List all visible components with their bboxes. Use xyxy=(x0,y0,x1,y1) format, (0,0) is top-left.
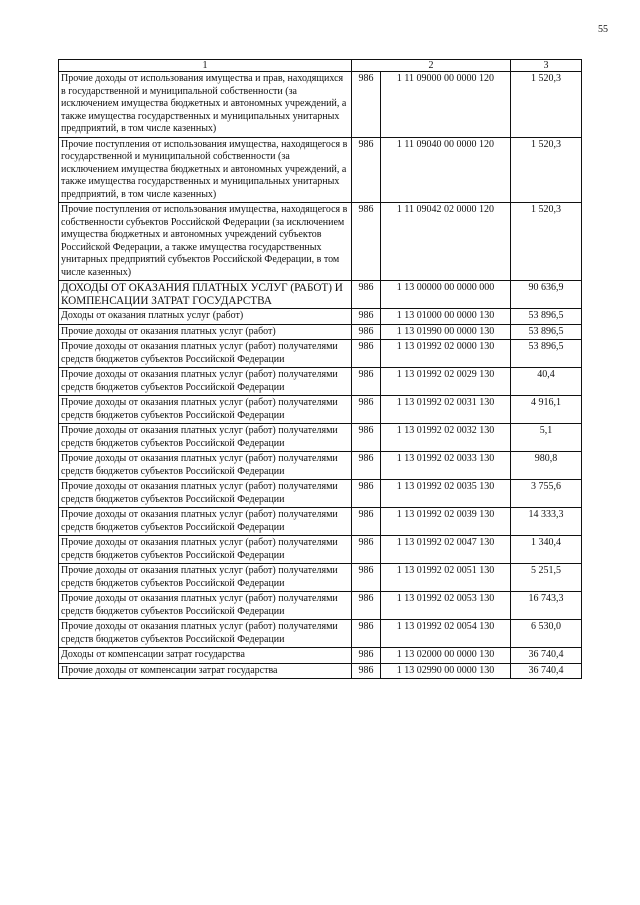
budget-code-cell: 1 13 02000 00 0000 130 xyxy=(381,648,511,664)
amount-cell: 3 755,6 xyxy=(511,480,582,508)
income-name-cell: Прочие доходы от оказания платных услуг (работ) получателями средств бюджетов субъектов Российской Федерации xyxy=(59,564,352,592)
table-row xyxy=(59,536,582,564)
header-row xyxy=(59,60,582,72)
budget-code-cell: 1 13 00000 00 0000 000 xyxy=(381,281,511,309)
income-name-cell: Прочие доходы от оказания платных услуг (работ) получателями средств бюджетов субъектов Российской Федерации xyxy=(59,396,352,424)
income-name-cell: Прочие поступления от использования имущества, находящегося в государственной и муниципальной собственности (за исключением имущества бюджетных и автономных учреждений, а также имущества государственных и муниципальных унитарных предприятий, в том числе казенных) xyxy=(59,137,352,203)
budget-code-cell: 1 13 01990 00 0000 130 xyxy=(381,324,511,340)
amount-cell: 1 340,4 xyxy=(511,536,582,564)
admin-code-cell: 986 xyxy=(352,368,381,396)
amount-cell: 16 743,3 xyxy=(511,592,582,620)
amount-cell: 6 530,0 xyxy=(511,620,582,648)
income-name-cell: Прочие доходы от компенсации затрат государства xyxy=(59,663,352,679)
amount-cell: 4 916,1 xyxy=(511,396,582,424)
table-row xyxy=(59,72,582,138)
amount-cell: 40,4 xyxy=(511,368,582,396)
table-row xyxy=(59,368,582,396)
amount-cell: 36 740,4 xyxy=(511,648,582,664)
amount-cell: 53 896,5 xyxy=(511,309,582,325)
table-header xyxy=(59,60,582,72)
budget-code-cell: 1 11 09000 00 0000 120 xyxy=(381,72,511,138)
admin-code-cell: 986 xyxy=(352,396,381,424)
income-name-cell: Прочие доходы от оказания платных услуг (работ) получателями средств бюджетов субъектов Российской Федерации xyxy=(59,620,352,648)
amount-cell: 5,1 xyxy=(511,424,582,452)
income-name-cell: Прочие доходы от оказания платных услуг (работ) получателями средств бюджетов субъектов Российской Федерации xyxy=(59,592,352,620)
admin-code-cell: 986 xyxy=(352,663,381,679)
admin-code-cell: 986 xyxy=(352,340,381,368)
budget-code-cell: 1 13 01992 02 0000 130 xyxy=(381,340,511,368)
amount-cell: 1 520,3 xyxy=(511,203,582,281)
admin-code-cell: 986 xyxy=(352,564,381,592)
budget-code-cell: 1 13 01992 02 0047 130 xyxy=(381,536,511,564)
amount-cell: 36 740,4 xyxy=(511,663,582,679)
income-name-cell: Прочие доходы от оказания платных услуг (работ) получателями средств бюджетов субъектов Российской Федерации xyxy=(59,340,352,368)
table-row xyxy=(59,592,582,620)
admin-code-cell: 986 xyxy=(352,592,381,620)
admin-code-cell: 986 xyxy=(352,452,381,480)
income-name-cell: Прочие доходы от оказания платных услуг (работ) получателями средств бюджетов субъектов Российской Федерации xyxy=(59,536,352,564)
income-name-cell: ДОХОДЫ ОТ ОКАЗАНИЯ ПЛАТНЫХ УСЛУГ (РАБОТ) И КОМПЕНСАЦИИ ЗАТРАТ ГОСУДАРСТВА xyxy=(59,281,352,309)
table-row xyxy=(59,396,582,424)
amount-cell: 980,8 xyxy=(511,452,582,480)
header-col-3: 3 xyxy=(511,60,582,72)
admin-code-cell: 986 xyxy=(352,309,381,325)
amount-cell: 5 251,5 xyxy=(511,564,582,592)
income-name-cell: Прочие доходы от оказания платных услуг (работ) xyxy=(59,324,352,340)
admin-code-cell: 986 xyxy=(352,508,381,536)
header-col-1: 1 xyxy=(59,60,352,72)
amount-cell: 1 520,3 xyxy=(511,72,582,138)
income-name-cell: Прочие доходы от оказания платных услуг (работ) получателями средств бюджетов субъектов Российской Федерации xyxy=(59,424,352,452)
admin-code-cell: 986 xyxy=(352,480,381,508)
amount-cell: 14 333,3 xyxy=(511,508,582,536)
budget-code-cell: 1 13 01992 02 0035 130 xyxy=(381,480,511,508)
amount-cell: 1 520,3 xyxy=(511,137,582,203)
revenue-table xyxy=(58,59,582,679)
table-body xyxy=(59,72,582,679)
budget-code-cell: 1 13 01992 02 0033 130 xyxy=(381,452,511,480)
table-row xyxy=(59,564,582,592)
income-name-cell: Прочие доходы от оказания платных услуг (работ) получателями средств бюджетов субъектов Российской Федерации xyxy=(59,508,352,536)
budget-code-cell: 1 13 01992 02 0031 130 xyxy=(381,396,511,424)
admin-code-cell: 986 xyxy=(352,137,381,203)
table-row xyxy=(59,424,582,452)
budget-code-cell: 1 13 01992 02 0029 130 xyxy=(381,368,511,396)
budget-code-cell: 1 13 01992 02 0054 130 xyxy=(381,620,511,648)
income-name-cell: Прочие доходы от оказания платных услуг (работ) получателями средств бюджетов субъектов Российской Федерации xyxy=(59,480,352,508)
table-row xyxy=(59,309,582,325)
page-number: 55 xyxy=(598,24,608,35)
table-row xyxy=(59,480,582,508)
table-row xyxy=(59,648,582,664)
admin-code-cell: 986 xyxy=(352,620,381,648)
table-row xyxy=(59,203,582,281)
income-name-cell: Доходы от оказания платных услуг (работ) xyxy=(59,309,352,325)
income-name-cell: Прочие доходы от использования имущества и прав, находящихся в государственной и муниципальной собственности (за исключением имущества бюджетных и автономных учреждений, а также имущества государственных и муниципальных унитарных предприятий, в том числе казенных) xyxy=(59,72,352,138)
budget-code-cell: 1 13 01992 02 0032 130 xyxy=(381,424,511,452)
budget-code-cell: 1 11 09040 00 0000 120 xyxy=(381,137,511,203)
income-name-cell: Прочие доходы от оказания платных услуг (работ) получателями средств бюджетов субъектов Российской Федерации xyxy=(59,368,352,396)
admin-code-cell: 986 xyxy=(352,203,381,281)
income-name-cell: Прочие доходы от оказания платных услуг (работ) получателями средств бюджетов субъектов Российской Федерации xyxy=(59,452,352,480)
income-name-cell: Прочие поступления от использования имущества, находящегося в собственности субъектов Российской Федерации (за исключением имущества бюджетных и автономных учреждений субъектов Российской Федерации, а также имущества государственных унитарных предприятий субъектов Российской Федерации, в том числе казенных) xyxy=(59,203,352,281)
admin-code-cell: 986 xyxy=(352,536,381,564)
table-row xyxy=(59,340,582,368)
budget-code-cell: 1 11 09042 02 0000 120 xyxy=(381,203,511,281)
section-row xyxy=(59,281,582,309)
table-row xyxy=(59,620,582,648)
table-row xyxy=(59,508,582,536)
budget-code-cell: 1 13 01992 02 0051 130 xyxy=(381,564,511,592)
budget-code-cell: 1 13 01992 02 0039 130 xyxy=(381,508,511,536)
admin-code-cell: 986 xyxy=(352,281,381,309)
admin-code-cell: 986 xyxy=(352,72,381,138)
admin-code-cell: 986 xyxy=(352,324,381,340)
table-row xyxy=(59,452,582,480)
amount-cell: 53 896,5 xyxy=(511,324,582,340)
admin-code-cell: 986 xyxy=(352,424,381,452)
admin-code-cell: 986 xyxy=(352,648,381,664)
amount-cell: 53 896,5 xyxy=(511,340,582,368)
budget-code-cell: 1 13 01992 02 0053 130 xyxy=(381,592,511,620)
table-row xyxy=(59,137,582,203)
budget-code-cell: 1 13 02990 00 0000 130 xyxy=(381,663,511,679)
amount-cell: 90 636,9 xyxy=(511,281,582,309)
income-name-cell: Доходы от компенсации затрат государства xyxy=(59,648,352,664)
budget-code-cell: 1 13 01000 00 0000 130 xyxy=(381,309,511,325)
table-row xyxy=(59,663,582,679)
table-row xyxy=(59,324,582,340)
header-col-2: 2 xyxy=(352,60,511,72)
